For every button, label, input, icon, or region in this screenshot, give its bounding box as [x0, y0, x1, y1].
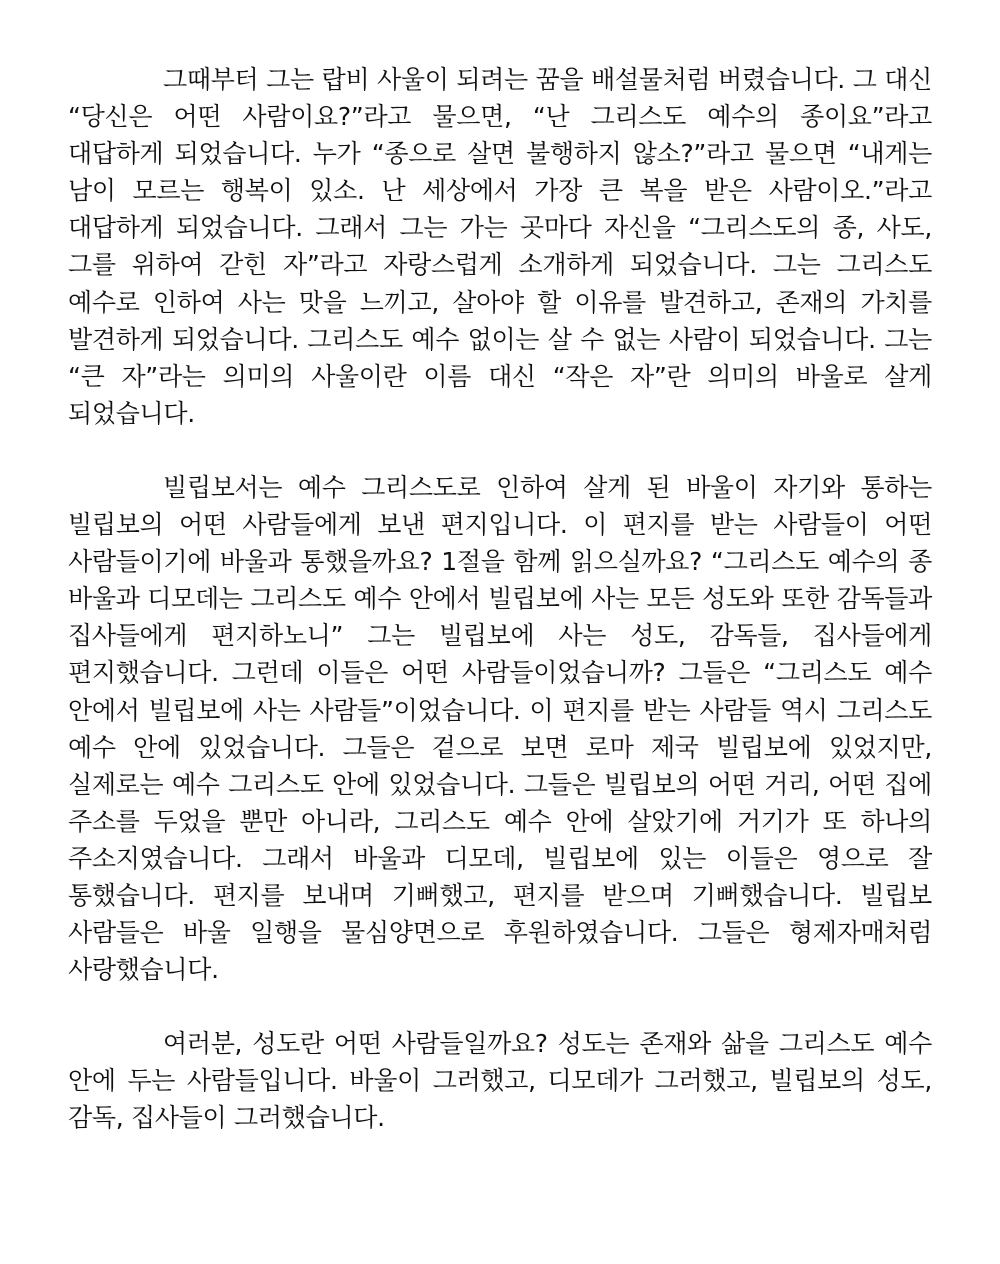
paragraph-2: 빌립보서는 예수 그리스도로 인하여 살게 된 바울이 자기와 통하는 빌립보의 어떤 사람들에게 보낸 편지입니다. 이 편지를 받는 사람들이 어떤 사람들이기에 바울과 통했을까요? 1절을 함께 읽으실까요? “그리스도 예수의 종 바울과 디모데는 그리스도 예수 안에서 빌립보에 사는 모든 성도와 또한 감독들과 집사들에게 편지하노니” 그는 빌립보에 사는 성도, 감독들, 집사들에게 편지했습니다. 그런데 이들은 어떤 사람들이었습니까? 그들은 “그리스도 예수 안에서 빌립보에 사는 사람들”이었습니다. 이 편지를 받는 사람들 역시 그리스도 예수 안에 있었습니다. 그들은 겉으로 보면 로마 제국 빌립보에 있었지만, 실제로는 예수 그리스도 안에 있었습니다. 그들은 빌립보의 어떤 거리, 어떤 집에 주소를 두었을 뿐만 아니라, 그리스도 예수 안에 살았기에 거기가 또 하나의 주소지였습니다. 그래서 바울과 디모데, 빌립보에 있는 이들은 영으로 잘 통했습니다. 편지를 보내며 기뻐했고, 편지를 받으며 기뻐했습니다. 빌립보 사람들은 바울 일행을 물심양면으로 후원하였습니다. 그들은 형제자매처럼 사랑했습니다. [68, 472, 932, 985]
document-page [68, 61, 932, 1137]
paragraph-3: 여러분, 성도란 어떤 사람들일까요? 성도는 존재와 삶을 그리스도 예수 안에 두는 사람들입니다. 바울이 그러했고, 디모데가 그러했고, 빌립보의 성도, 감독, 집사들이 그러했습니다. [68, 1029, 932, 1133]
paragraph-1: 그때부터 그는 랍비 사울이 되려는 꿈을 배설물처럼 버렸습니다. 그 대신 “당신은 어떤 사람이요?”라고 물으면, “난 그리스도 예수의 종이요”라고 대답하게 되었습니다. 누가 “종으로 살면 불행하지 않소?”라고 물으면 “내게는 남이 모르는 행복이 있소. 난 세상에서 가장 큰 복을 받은 사람이오.”라고 대답하게 되었습니다. 그래서 그는 가는 곳마다 자신을 “그리스도의 종, 사도, 그를 위하여 갇힌 자”라고 자랑스럽게 소개하게 되었습니다. 그는 그리스도 예수로 인하여 사는 맛을 느끼고, 살아야 할 이유를 발견하고, 존재의 가치를 발견하게 되었습니다. 그리스도 예수 없이는 살 수 없는 사람이 되었습니다. 그는 “큰 자”라는 의미의 사울이란 이름 대신 “작은 자”란 의미의 바울로 살게 되었습니다. [68, 65, 932, 428]
